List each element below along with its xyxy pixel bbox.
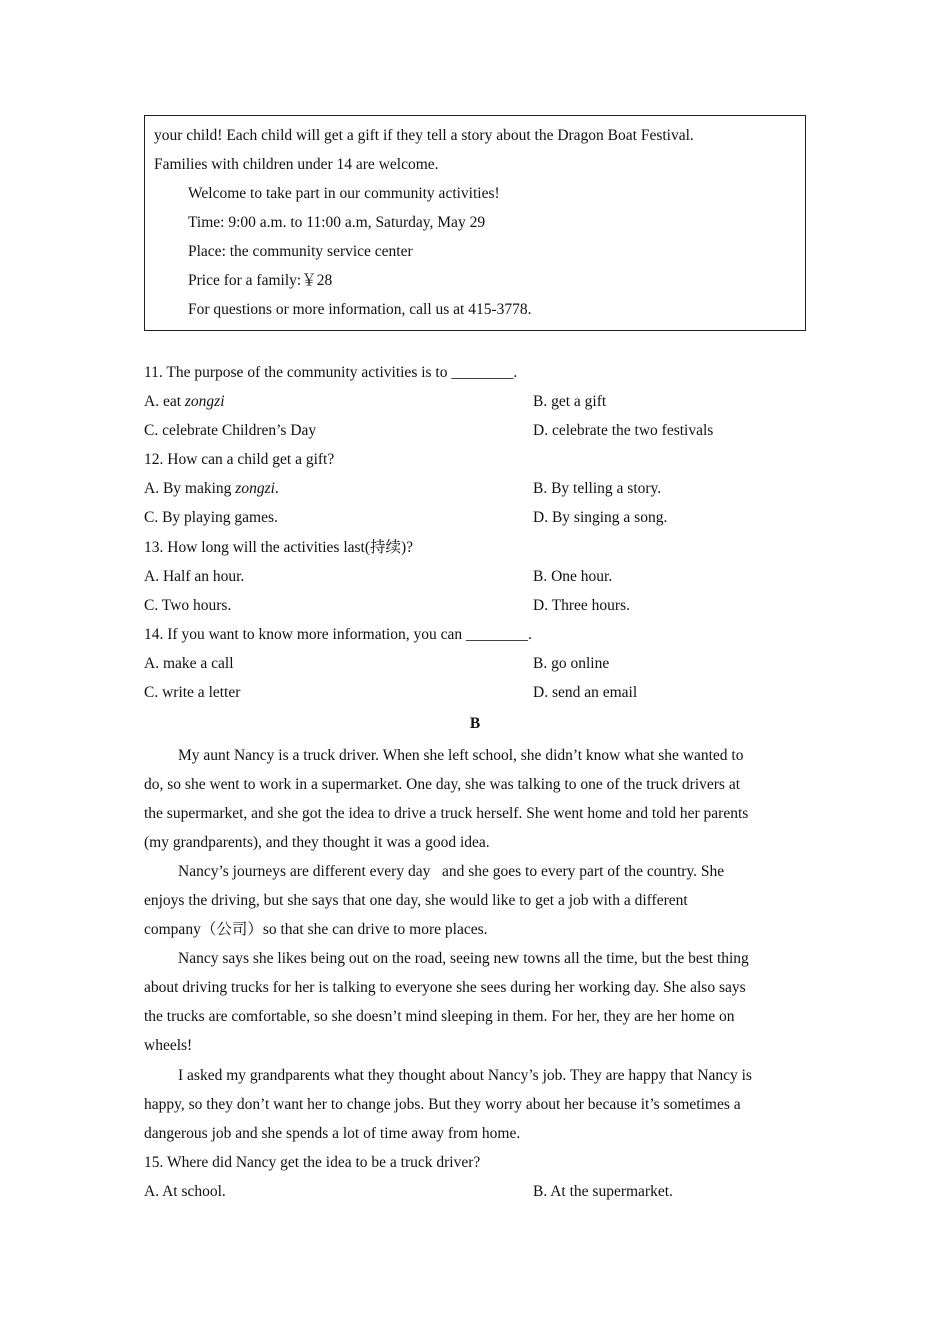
option-c: C. write a letter [144, 684, 241, 702]
reading-passage [144, 741, 806, 1148]
option-b: B. go online [533, 654, 610, 672]
option-b: B. One hour. [533, 567, 613, 585]
option-b: B. At the supermarket. [533, 1183, 673, 1201]
passage-line: I asked my grandparents what they thought about Nancy’s job. They are happy that Nancy is [178, 1066, 752, 1084]
option-row [144, 649, 806, 678]
passage-line: about driving trucks for her is talking to everyone she sees during her working day. She also says [144, 979, 746, 997]
passage-line: dangerous job and she spends a lot of time away from home. [144, 1124, 521, 1142]
option-a: A. eat zongzi [144, 393, 225, 411]
question-stem: 14. If you want to know more information, you can ________. [144, 625, 532, 643]
passage-line: company（公司）so that she can drive to more places. [144, 921, 488, 939]
notice-line: Welcome to take part in our community activities! [188, 185, 500, 202]
notice-contact: For questions or more information, call us at 415-3778. [188, 301, 532, 318]
option-a: A. At school. [144, 1183, 226, 1201]
option-a: A. By making zongzi. [144, 480, 279, 498]
notice-box [144, 115, 806, 331]
passage-line: wheels! [144, 1037, 193, 1055]
option-c: C. Two hours. [144, 596, 232, 614]
notice-line: Families with children under 14 are welcome. [154, 156, 439, 173]
questions-11-14 [144, 358, 806, 707]
passage-line: (my grandparents), and they thought it was a good idea. [144, 834, 490, 852]
option-d: D. By singing a song. [533, 509, 668, 527]
option-d: D. send an email [533, 684, 638, 702]
option-row [144, 678, 806, 707]
question-stem: 12. How can a child get a gift? [144, 451, 335, 469]
passage-line: Nancy’s journeys are different every day and she goes to every part of the country. She [178, 863, 725, 881]
passage-line: the supermarket, and she got the idea to drive a truck herself. She went home and told her parents [144, 805, 749, 823]
passage-line: do, so she went to work in a supermarket. One day, she was talking to one of the truck drivers at [144, 776, 741, 794]
option-c: C. By playing games. [144, 509, 278, 527]
notice-time: Time: 9:00 a.m. to 11:00 a.m, Saturday, May 29 [188, 214, 486, 231]
section-heading: B [469, 715, 481, 732]
notice-price: Price for a family:￥28 [188, 272, 333, 289]
notice-place: Place: the community service center [188, 243, 413, 260]
notice-line: your child! Each child will get a gift if they tell a story about the Dragon Boat Festival. [154, 127, 694, 144]
option-c: C. celebrate Children’s Day [144, 422, 317, 440]
option-row [144, 591, 806, 620]
passage-line: happy, so they don’t want her to change jobs. But they worry about her because it’s sometimes a [144, 1095, 741, 1113]
option-row [144, 1177, 806, 1206]
option-a: A. make a call [144, 654, 234, 672]
question-stem: 11. The purpose of the community activities is to ________. [144, 364, 518, 381]
passage-line: the trucks are comfortable, so she doesn’t mind sleeping in them. For her, they are her home on [144, 1008, 735, 1026]
option-b: B. get a gift [533, 393, 607, 411]
question-stem: 13. How long will the activities last(持续)? [144, 538, 414, 556]
option-b: B. By telling a story. [533, 480, 662, 498]
option-d: D. Three hours. [533, 596, 630, 614]
option-row [144, 503, 806, 532]
passage-line: My aunt Nancy is a truck driver. When she left school, she didn’t know what she wanted to [178, 747, 744, 764]
passage-line: Nancy says she likes being out on the road, seeing new towns all the time, but the best thing [178, 950, 749, 968]
passage-line: enjoys the driving, but she says that one day, she would like to get a job with a different [144, 892, 688, 910]
question-stem: 15. Where did Nancy get the idea to be a truck driver? [144, 1154, 481, 1171]
option-row [144, 562, 806, 591]
option-row [144, 416, 806, 445]
option-a: A. Half an hour. [144, 567, 245, 585]
option-d: D. celebrate the two festivals [533, 422, 714, 440]
option-row [144, 387, 806, 416]
option-row [144, 474, 806, 503]
question-15 [144, 1148, 806, 1206]
